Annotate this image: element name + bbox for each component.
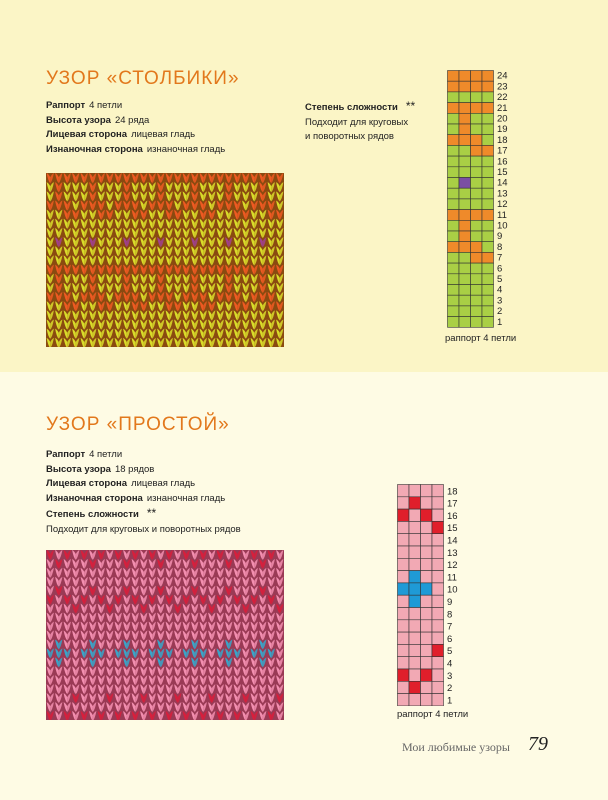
row-number: 21 [497, 102, 508, 114]
chart-cell [432, 571, 444, 583]
chart-cell [432, 546, 444, 558]
chart-cell [432, 644, 444, 656]
chart-cell [471, 156, 483, 167]
row-number: 22 [497, 92, 508, 104]
row-number: 3 [497, 295, 503, 307]
chart-cell [409, 571, 421, 583]
chart-cell [421, 509, 433, 521]
chart-cell [482, 167, 494, 178]
row-number: 2 [447, 683, 453, 695]
chart-cell [482, 252, 494, 263]
chart-cell [432, 657, 444, 669]
pattern1-chart-caption: раппорт 4 петли [445, 333, 517, 344]
chart-cell [398, 583, 410, 595]
chart-cell [459, 124, 471, 135]
row-number: 15 [447, 523, 458, 535]
chart-cell [482, 317, 494, 328]
row-number: 4 [447, 658, 453, 670]
chart-cell [421, 608, 433, 620]
chart-cell [409, 534, 421, 546]
chart-cell [432, 497, 444, 509]
chart-cell [398, 521, 410, 533]
pattern2-title: УЗОР «ПРОСТОЙ» [46, 414, 230, 435]
chart-cell [409, 583, 421, 595]
chart-cell [459, 167, 471, 178]
chart-cell [409, 608, 421, 620]
row-number: 15 [497, 167, 508, 178]
chart-cell [459, 317, 471, 328]
chart-cell [421, 694, 433, 706]
back-value: изнаночная гладь [146, 492, 226, 504]
face-value: лицевая гладь [131, 129, 196, 140]
row-number: 12 [447, 560, 458, 572]
chart-cell [448, 285, 460, 296]
chart-cell [471, 188, 483, 199]
row-number: 11 [497, 209, 507, 221]
chart-cell [409, 546, 421, 558]
row-number: 16 [447, 510, 458, 522]
chart-cell [459, 81, 471, 92]
chart-cell [398, 509, 410, 521]
chart-cell [459, 135, 471, 146]
chart-cell [471, 231, 483, 242]
chart-cell [409, 620, 421, 632]
chart-cell [459, 156, 471, 167]
chart-cell [421, 571, 433, 583]
chart-cell [432, 694, 444, 706]
footer-title: Мои любимые узоры [402, 740, 510, 754]
chart-cell [459, 199, 471, 210]
difficulty-label: Степень сложности [46, 509, 139, 520]
rapport-value: 4 петли [89, 100, 123, 111]
suitable-line2: и поворотных рядов [305, 131, 394, 142]
chart-cell [448, 306, 460, 317]
pattern2-chart [397, 484, 477, 706]
chart-cell [398, 681, 410, 693]
rapport-value: 4 петли [89, 449, 123, 460]
chart-cell [448, 145, 460, 156]
chart-cell [398, 669, 410, 681]
chart-cell [409, 595, 421, 607]
chart-cell [421, 546, 433, 558]
chart-cell [471, 71, 483, 82]
chart-cell [471, 252, 483, 263]
row-number: 8 [447, 609, 453, 621]
chart-cell [471, 306, 483, 317]
row-number: 1 [447, 695, 453, 706]
chart-cell [432, 595, 444, 607]
chart-cell [448, 274, 460, 285]
difficulty-stars: ** [146, 506, 157, 520]
chart-cell [459, 285, 471, 296]
chart-cell [448, 199, 460, 210]
rapport-label: Раппорт [46, 449, 86, 460]
chart-cell [409, 657, 421, 669]
chart-cell [482, 231, 494, 242]
chart-cell [459, 145, 471, 156]
chart-cell [482, 242, 494, 253]
chart-cell [398, 620, 410, 632]
pattern2-specs [46, 448, 241, 537]
row-number: 18 [497, 134, 508, 146]
chart-cell [448, 156, 460, 167]
chart-cell [432, 558, 444, 570]
chart-cell [432, 583, 444, 595]
pattern1-photo [46, 173, 284, 352]
chart-cell [482, 188, 494, 199]
chart-cell [471, 210, 483, 221]
chart-cell [421, 669, 433, 681]
chart-cell [482, 199, 494, 210]
chart-cell [482, 295, 494, 306]
row-number: 10 [447, 584, 458, 596]
chart-cell [409, 694, 421, 706]
chart-cell [459, 71, 471, 82]
chart-cell [421, 595, 433, 607]
chart-cell [398, 534, 410, 546]
suitable-text: Подходит для круговых и поворотных рядов [46, 523, 241, 535]
row-number: 13 [447, 547, 458, 559]
chart-cell [421, 558, 433, 570]
chart-cell [482, 274, 494, 285]
chart-cell [459, 242, 471, 253]
chart-cell [432, 608, 444, 620]
chart-cell [448, 242, 460, 253]
chart-cell [459, 188, 471, 199]
chart-cell [398, 632, 410, 644]
chart-cell [409, 497, 421, 509]
pattern1-difficulty [305, 99, 415, 145]
chart-cell [471, 263, 483, 274]
row-number: 8 [497, 241, 503, 253]
chart-cell [448, 178, 460, 189]
chart-cell [432, 521, 444, 533]
chart-cell [421, 657, 433, 669]
pattern1-chart [447, 70, 537, 330]
row-number: 18 [447, 486, 458, 498]
chart-cell [471, 178, 483, 189]
chart-cell [482, 92, 494, 103]
chart-cell [471, 145, 483, 156]
row-number: 17 [447, 498, 458, 510]
row-number: 5 [497, 274, 503, 285]
chart-cell [421, 583, 433, 595]
chart-cell [398, 571, 410, 583]
row-number: 4 [497, 284, 503, 296]
chart-cell [471, 274, 483, 285]
difficulty-label: Степень сложности [305, 102, 398, 113]
chart-cell [459, 178, 471, 189]
chart-cell [421, 497, 433, 509]
row-number: 12 [497, 199, 508, 211]
back-label: Изнаночная сторона [46, 143, 143, 155]
chart-cell [471, 220, 483, 231]
back-value: изнаночная гладь [146, 143, 226, 155]
chart-cell [398, 644, 410, 656]
chart-cell [398, 485, 410, 497]
chart-cell [432, 681, 444, 693]
chart-cell [409, 644, 421, 656]
chart-cell [482, 178, 494, 189]
row-number: 7 [447, 621, 453, 633]
face-label: Лицевая сторона [46, 129, 128, 140]
page-number: 79 [528, 733, 548, 755]
chart-cell [398, 558, 410, 570]
chart-cell [482, 103, 494, 114]
chart-cell [421, 644, 433, 656]
row-number: 16 [497, 156, 508, 168]
chart-cell [459, 210, 471, 221]
row-number: 20 [497, 113, 508, 125]
chart-cell [471, 124, 483, 135]
chart-cell [459, 113, 471, 124]
chart-cell [448, 124, 460, 135]
pattern2-chart-caption: раппорт 4 петли [397, 709, 469, 720]
chart-cell [398, 657, 410, 669]
chart-cell [448, 317, 460, 328]
chart-cell [471, 135, 483, 146]
height-value: 24 ряда [114, 114, 150, 126]
pattern1-section [0, 0, 608, 372]
row-number: 11 [447, 572, 457, 584]
chart-cell [409, 521, 421, 533]
chart-cell [421, 620, 433, 632]
chart-cell [421, 632, 433, 644]
chart-cell [448, 220, 460, 231]
chart-cell [459, 263, 471, 274]
chart-cell [471, 81, 483, 92]
chart-cell [482, 81, 494, 92]
row-number: 1 [497, 316, 503, 328]
chart-cell [409, 681, 421, 693]
chart-cell [471, 92, 483, 103]
chart-cell [459, 231, 471, 242]
chart-cell [482, 306, 494, 317]
chart-cell [398, 497, 410, 509]
back-label: Изнаночная сторона [46, 492, 143, 504]
row-number: 9 [497, 231, 503, 243]
row-number: 2 [497, 306, 503, 318]
face-value: лицевая гладь [131, 478, 196, 489]
pattern2-photo [46, 550, 284, 725]
chart-cell [459, 92, 471, 103]
chart-cell [448, 103, 460, 114]
chart-cell [432, 485, 444, 497]
chart-cell [482, 145, 494, 156]
chart-cell [459, 274, 471, 285]
chart-cell [471, 167, 483, 178]
row-number: 9 [447, 597, 453, 608]
chart-cell [409, 632, 421, 644]
chart-cell [409, 669, 421, 681]
chart-cell [471, 103, 483, 114]
chart-cell [482, 220, 494, 231]
chart-cell [482, 124, 494, 135]
pattern1-specs [46, 99, 225, 157]
chart-cell [448, 231, 460, 242]
chart-cell [482, 210, 494, 221]
chart-cell [421, 521, 433, 533]
row-number: 6 [497, 263, 503, 275]
chart-cell [471, 113, 483, 124]
chart-cell [448, 295, 460, 306]
height-label: Высота узора [46, 463, 111, 475]
chart-cell [448, 81, 460, 92]
chart-cell [398, 694, 410, 706]
chart-cell [448, 252, 460, 263]
difficulty-stars: ** [405, 99, 416, 113]
chart-cell [409, 485, 421, 497]
row-number: 24 [497, 70, 508, 82]
height-value: 18 рядов [114, 463, 155, 475]
chart-cell [471, 242, 483, 253]
chart-cell [409, 558, 421, 570]
chart-cell [432, 509, 444, 521]
row-number: 6 [447, 633, 453, 645]
suitable-line1: Подходит для круговых [305, 116, 409, 128]
row-number: 14 [497, 177, 508, 189]
chart-cell [448, 92, 460, 103]
chart-cell [432, 632, 444, 644]
chart-cell [459, 295, 471, 306]
row-number: 17 [497, 145, 508, 157]
chart-cell [459, 220, 471, 231]
chart-cell [448, 135, 460, 146]
face-label: Лицевая сторона [46, 478, 128, 489]
row-number: 19 [497, 124, 508, 136]
chart-cell [432, 534, 444, 546]
chart-cell [409, 509, 421, 521]
row-number: 3 [447, 670, 453, 682]
chart-cell [421, 534, 433, 546]
chart-cell [482, 156, 494, 167]
chart-cell [398, 595, 410, 607]
height-label: Высота узора [46, 114, 111, 126]
row-number: 7 [497, 252, 503, 264]
chart-cell [482, 135, 494, 146]
chart-cell [471, 317, 483, 328]
row-number: 14 [447, 535, 458, 547]
chart-cell [482, 71, 494, 82]
chart-cell [432, 669, 444, 681]
chart-cell [471, 295, 483, 306]
chart-cell [448, 167, 460, 178]
chart-cell [398, 608, 410, 620]
chart-cell [448, 263, 460, 274]
chart-cell [471, 285, 483, 296]
chart-cell [482, 113, 494, 124]
chart-cell [459, 252, 471, 263]
chart-cell [432, 620, 444, 632]
pattern2-section [0, 372, 608, 800]
chart-cell [482, 263, 494, 274]
row-number: 13 [497, 188, 508, 200]
chart-cell [421, 485, 433, 497]
row-number: 5 [447, 646, 453, 658]
chart-cell [448, 210, 460, 221]
chart-cell [471, 199, 483, 210]
chart-cell [459, 306, 471, 317]
rapport-label: Раппорт [46, 100, 86, 111]
row-number: 10 [497, 220, 508, 232]
chart-cell [398, 546, 410, 558]
chart-cell [459, 103, 471, 114]
pattern1-title: УЗОР «СТОЛБИКИ» [46, 68, 240, 89]
row-number: 23 [497, 81, 508, 93]
chart-cell [448, 71, 460, 82]
chart-cell [448, 188, 460, 199]
chart-cell [482, 285, 494, 296]
chart-cell [421, 681, 433, 693]
chart-cell [448, 113, 460, 124]
